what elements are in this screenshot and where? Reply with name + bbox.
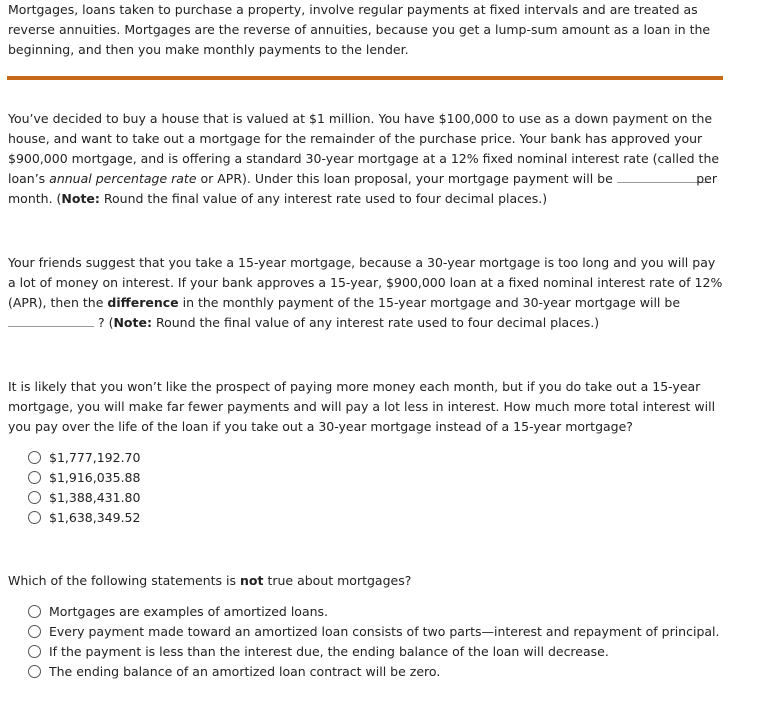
intro-text: Mortgages, loans taken to purchase a property, involve regular payments at fixed intervals and are treated as reverse annuities. Mortgages are the reverse of annuities, because you get a lump-sum amount as a loan in the beginning, and then you make monthly payments to the lender. [8, 2, 711, 57]
q1-note-text: Round the final value of any interest rate used to four decimal places.) [99, 191, 548, 206]
monthly-payment-30yr-answer-blank[interactable] [617, 170, 707, 183]
q3-option-label: $1,638,349.52 [49, 509, 141, 525]
q1-text-b: or APR). Under this loan proposal, your mortgage payment will be [196, 171, 617, 186]
q3-option-label: $1,388,431.80 [49, 489, 141, 505]
q2-bold-term: difference [107, 295, 179, 310]
question-1 [8, 109, 724, 209]
q4-text-a: Which of the following statements is [8, 573, 241, 588]
q2-note-label: Note: [113, 315, 152, 330]
radio-icon[interactable] [28, 451, 41, 464]
radio-icon[interactable] [28, 605, 41, 618]
q2-qmark: ? ( [94, 315, 114, 330]
q1-month-label: month. ( [8, 191, 62, 206]
radio-icon[interactable] [28, 511, 41, 524]
q1-italic-term: annual percentage rate [49, 171, 197, 186]
question-2 [8, 253, 724, 333]
radio-icon[interactable] [28, 625, 41, 638]
q1-text-a: You’ve decided to buy a house that is valued at $1 million. You have $100,000 to use as a down payment on the house, and want to take out a mortgage for the remainder of the purchase price. Your bank has approved your $900,000 mortgage, and is offering a standard 30-year mortgage at a 12% fixed nominal interest rate (called the loan’s [8, 111, 720, 186]
question-4 [8, 571, 724, 591]
radio-icon[interactable] [28, 491, 41, 504]
radio-icon[interactable] [28, 645, 41, 658]
q1-note-label: Note: [61, 191, 100, 206]
q1-per-label: per [696, 171, 717, 186]
q4-option-label: If the payment is less than the interest due, the ending balance of the loan will decrease. [49, 643, 609, 659]
q4-option[interactable] [28, 641, 719, 661]
q3-option[interactable] [28, 507, 140, 527]
q4-option-label: The ending balance of an amortized loan contract will be zero. [49, 663, 441, 679]
q4-text-b: true about mortgages? [263, 573, 412, 588]
q2-note-text: Round the final value of any interest rate used to four decimal places.) [151, 315, 600, 330]
radio-icon[interactable] [28, 471, 41, 484]
q3-option-label: $1,916,035.88 [49, 469, 141, 485]
q4-option-label: Every payment made toward an amortized loan consists of two parts—interest and repayment of principal. [49, 623, 720, 639]
q3-options [28, 447, 140, 527]
section-divider [7, 76, 723, 80]
q4-option[interactable] [28, 621, 719, 641]
payment-difference-answer-blank[interactable] [8, 314, 94, 327]
q3-option[interactable] [28, 487, 140, 507]
q4-option[interactable] [28, 661, 719, 681]
q4-option[interactable] [28, 601, 719, 621]
q2-text-a: Your friends suggest that you take a 15-year mortgage, because a 30-year mortgage is too long and you will pay a lot of money on interest. If your bank approves a 15-year, $900,000 loan at a fixed nominal interest rate of 12% (APR), then the [8, 255, 723, 310]
q3-option[interactable] [28, 467, 140, 487]
q4-bold-term: not [240, 573, 264, 588]
question-3: It is likely that you won’t like the prospect of paying more money each month, but if you do take out a 15-year mortgage, you will make far fewer payments and will pay a lot less in interest. How much more total interest will you pay over the life of the loan if you take out a 30-year mortgage instead of a 15-year mortgage? [8, 379, 716, 434]
radio-icon[interactable] [28, 665, 41, 678]
q4-option-label: Mortgages are examples of amortized loans. [49, 603, 329, 619]
q3-option[interactable] [28, 447, 140, 467]
q4-options [28, 601, 719, 681]
q2-text-b: in the monthly payment of the 15-year mortgage and 30-year mortgage will be [178, 295, 681, 310]
q3-option-label: $1,777,192.70 [49, 449, 141, 465]
